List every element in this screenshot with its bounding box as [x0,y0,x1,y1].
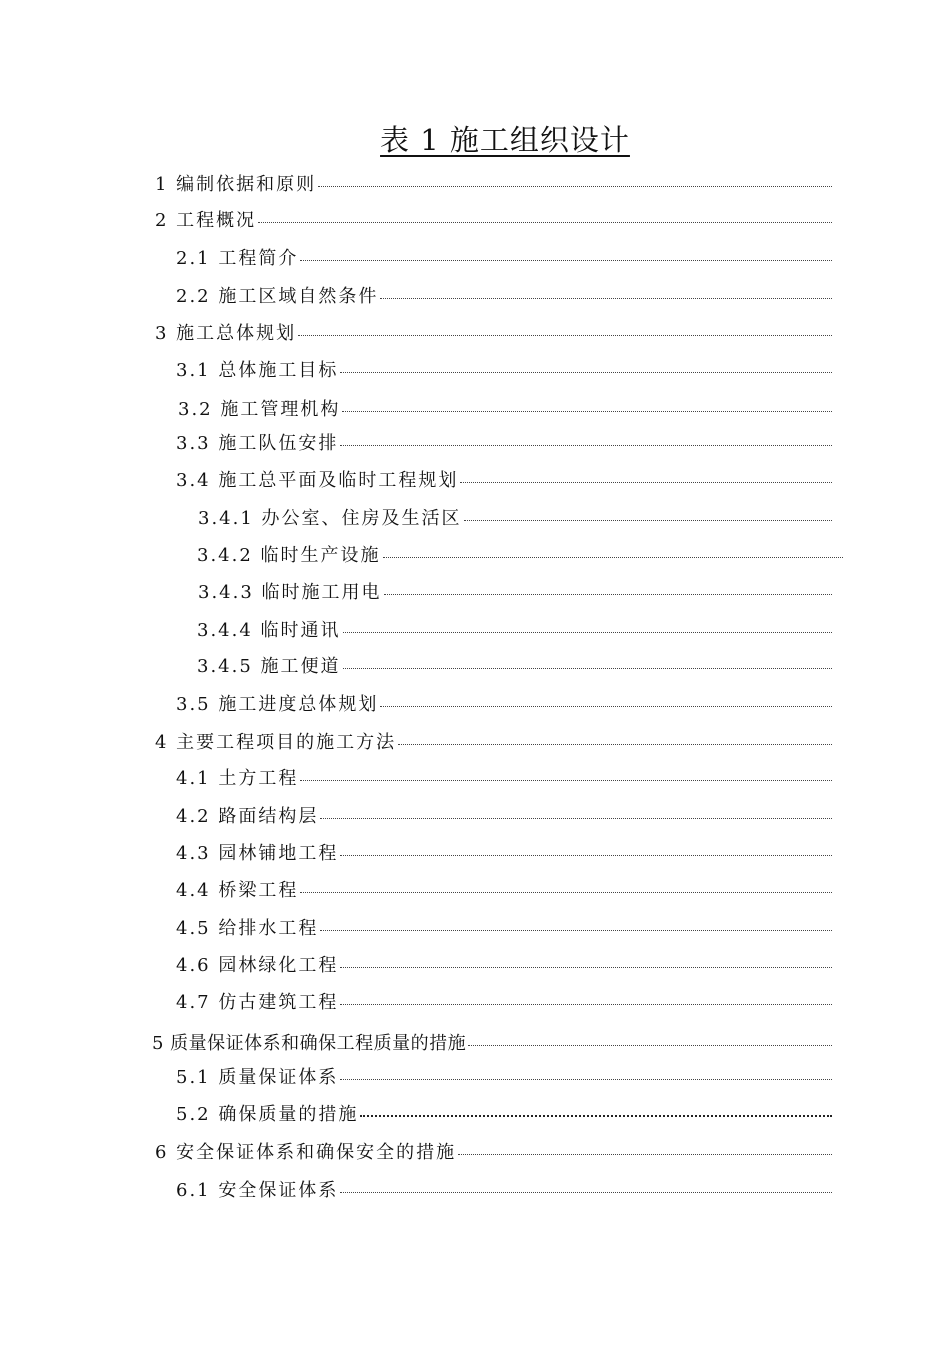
toc-leader-dots [300,260,832,261]
toc-entry-label: 3.4 施工总平面及临时工程规划 [176,470,459,491]
toc-entry-label: 4.5 给排水工程 [176,918,319,939]
toc-entry-4-5[interactable] [176,915,832,939]
toc-entry-4-1[interactable] [176,765,832,789]
toc-entry-3-2[interactable] [178,396,832,420]
toc-entry-4-4[interactable] [176,877,832,901]
toc-leader-dots [340,1192,832,1193]
toc-entry-label: 6 安全保证体系和确保安全的措施 [155,1142,457,1163]
toc-entry-label: 3.4.4 临时通讯 [197,620,341,641]
toc-entry-5-1[interactable] [176,1064,832,1088]
toc-leader-dots [384,594,832,595]
toc-entry-6-1[interactable] [176,1177,832,1201]
toc-leader-dots [343,632,832,633]
toc-leader-dots [460,482,832,483]
toc-entry-label: 2.1 工程简介 [176,248,299,269]
toc-entry-4[interactable] [155,729,832,753]
toc-leader-dots [342,411,832,412]
toc-leader-dots [340,855,832,856]
toc-leader-dots [380,298,832,299]
toc-entry-label: 4.6 园林绿化工程 [176,955,339,976]
toc-leader-dots [383,557,843,558]
toc-leader-dots [360,1115,832,1117]
toc-entry-label: 4.1 土方工程 [176,768,299,789]
toc-entry-3-4-1[interactable] [198,505,832,529]
toc-entry-6[interactable] [155,1139,832,1163]
toc-entry-3[interactable] [155,320,832,344]
toc-entry-3-4-5[interactable] [197,653,832,677]
toc-leader-dots [340,445,832,446]
toc-leader-dots [258,222,832,223]
toc-entry-3-4-4[interactable] [197,617,832,641]
toc-leader-dots [458,1154,832,1155]
toc-entry-4-2[interactable] [176,803,832,827]
toc-entry-2[interactable] [155,207,832,231]
toc-entry-label: 5.1 质量保证体系 [176,1067,339,1088]
toc-entry-4-3[interactable] [176,840,832,864]
toc-entry-3-1[interactable] [176,357,832,381]
toc-leader-dots [318,186,832,187]
toc-entry-label: 5 质量保证体系和确保工程质量的措施 [152,1033,467,1054]
toc-entry-5-2[interactable] [176,1101,832,1125]
toc-entry-4-6[interactable] [176,952,832,976]
toc-entry-3-4[interactable] [176,467,832,491]
toc-entry-label: 5.2 确保质量的措施 [176,1104,359,1125]
toc-entry-label: 4.3 园林铺地工程 [176,843,339,864]
toc-entry-label: 6.1 安全保证体系 [176,1180,339,1201]
toc-leader-dots [340,967,832,968]
toc-entry-label: 3.4.5 施工便道 [197,656,341,677]
toc-leader-dots [340,372,832,373]
toc-leader-dots [464,520,832,521]
toc-leader-dots [340,1004,832,1005]
toc-entry-label: 4.7 仿古建筑工程 [176,992,339,1013]
toc-entry-label: 1 编制依据和原则 [155,174,317,195]
page-title: 表 1 施工组织设计 [380,123,630,157]
toc-entry-label: 3.4.3 临时施工用电 [198,582,382,603]
toc-entry-label: 3.4.2 临时生产设施 [197,545,381,566]
toc-leader-dots [320,930,832,931]
toc-entry-1[interactable] [155,171,832,195]
toc-entry-5[interactable] [152,1030,832,1054]
toc-leader-dots [320,818,832,819]
toc-leader-dots [343,668,832,669]
toc-entry-label: 3.5 施工进度总体规划 [176,694,379,715]
toc-entry-label: 3.3 施工队伍安排 [176,433,339,454]
toc-entry-4-7[interactable] [176,989,832,1013]
toc-entry-3-4-3[interactable] [198,579,832,603]
toc-entry-3-4-2[interactable] [197,542,843,566]
toc-leader-dots [340,1079,832,1080]
toc-leader-dots [468,1045,832,1046]
toc-entry-label: 4.2 路面结构层 [176,806,319,827]
toc-entry-label: 3.4.1 办公室、住房及生活区 [198,508,462,529]
toc-leader-dots [298,335,832,336]
toc-entry-3-3[interactable] [176,430,832,454]
toc-entry-label: 2.2 施工区域自然条件 [176,286,379,307]
toc-entry-label: 3.2 施工管理机构 [178,399,341,420]
toc-entry-2-2[interactable] [176,283,832,307]
toc-leader-dots [380,706,832,707]
toc-entry-label: 3 施工总体规划 [155,323,297,344]
toc-leader-dots [300,892,832,893]
toc-leader-dots [300,780,832,781]
toc-entry-label: 3.1 总体施工目标 [176,360,339,381]
toc-entry-label: 4 主要工程项目的施工方法 [155,732,397,753]
toc-entry-label: 2 工程概况 [155,210,257,231]
toc-entry-3-5[interactable] [176,691,832,715]
toc-leader-dots [398,744,832,745]
toc-entry-2-1[interactable] [176,245,832,269]
toc-entry-label: 4.4 桥梁工程 [176,880,299,901]
